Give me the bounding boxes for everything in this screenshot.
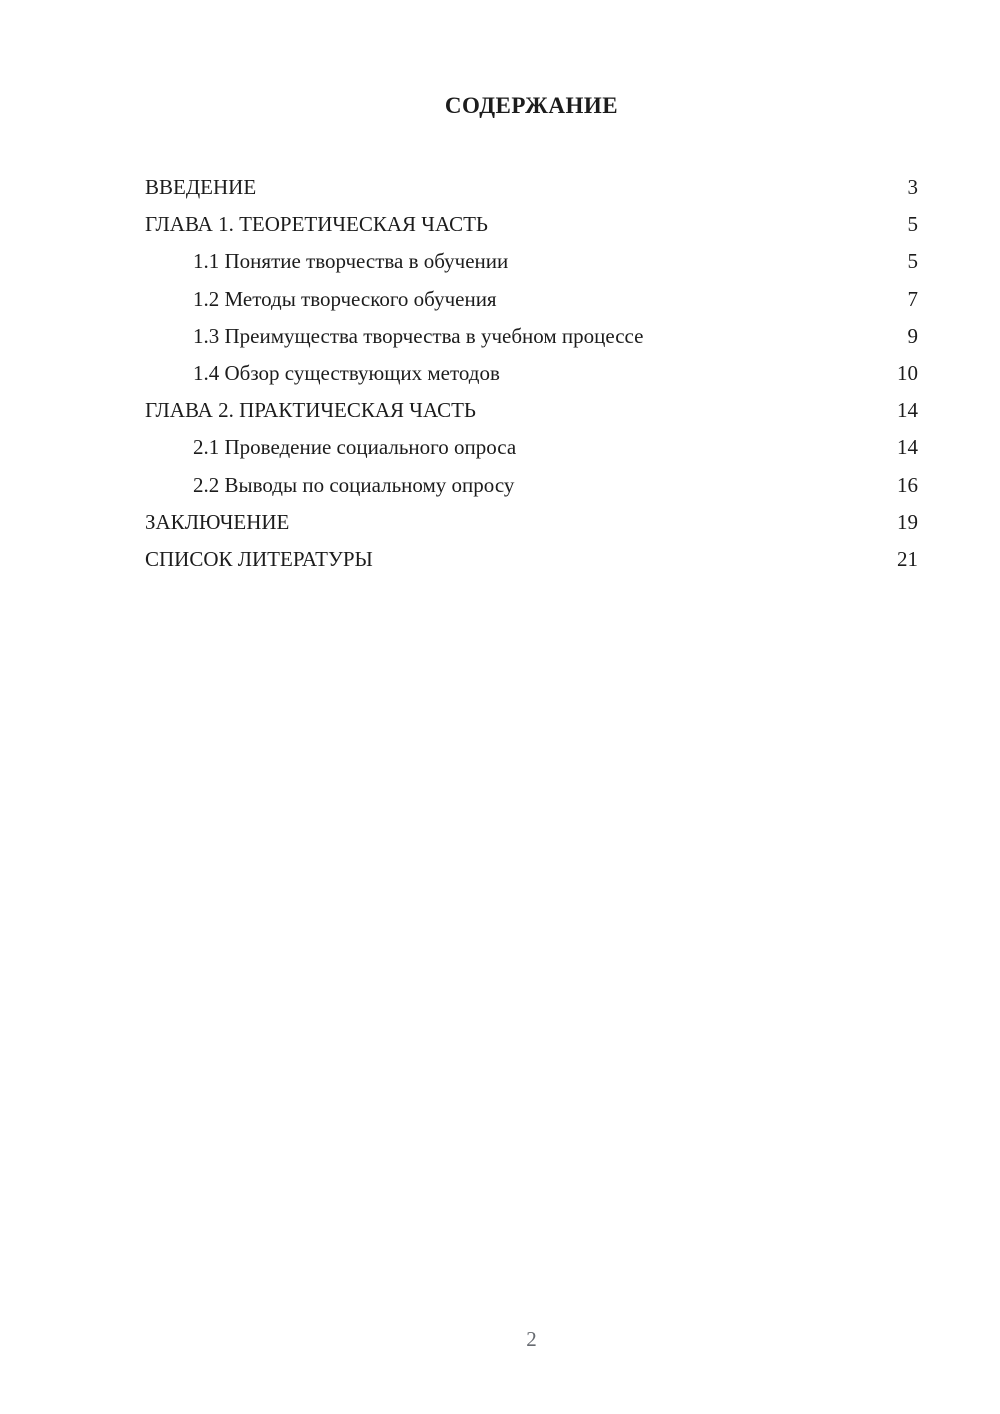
toc-entry-label: ГЛАВА 1. ТЕОРЕТИЧЕСКАЯ ЧАСТЬ [145, 212, 488, 237]
toc-row [145, 318, 918, 355]
toc-row [145, 392, 918, 429]
toc-entry-page: 9 [907, 323, 918, 348]
toc-entry-label: 2.2 Выводы по социальному опросу [193, 472, 515, 497]
toc-entry-label: 1.2 Методы творческого обучения [193, 286, 497, 311]
toc-entry-label: ЗАКЛЮЧЕНИЕ [145, 509, 290, 534]
toc-row [145, 169, 918, 206]
toc-entry-label: СПИСОК ЛИТЕРАТУРЫ [145, 546, 373, 571]
toc-row [145, 467, 918, 504]
toc-entry-label: 1.3 Преимущества творчества в учебном процессе [193, 323, 644, 348]
toc-entry-label: 1.4 Обзор существующих методов [193, 360, 500, 385]
toc-row [145, 281, 918, 318]
toc-entry-page: 7 [907, 286, 918, 311]
toc-entry-page: 19 [897, 509, 918, 534]
toc-entry-page: 10 [897, 360, 918, 385]
toc-entry-page: 16 [897, 472, 918, 497]
footer-page-number: 2 [526, 1327, 537, 1351]
toc-entry-page: 14 [897, 435, 918, 460]
toc-entry-label: 2.1 Проведение социального опроса [193, 435, 517, 460]
toc-entry-page: 5 [907, 249, 918, 274]
toc-list [145, 169, 918, 578]
toc-entry-page: 21 [897, 546, 918, 571]
toc-row [145, 541, 918, 578]
toc-entry-page: 5 [907, 212, 918, 237]
toc-entry-page: 3 [907, 175, 918, 199]
toc-entry-label: 1.1 Понятие творчества в обучении [193, 249, 509, 274]
toc-entry-page: 14 [897, 398, 918, 423]
toc-entry-label: ГЛАВА 2. ПРАКТИЧЕСКАЯ ЧАСТЬ [145, 398, 476, 423]
toc-row [145, 504, 918, 541]
toc-row [145, 429, 918, 466]
toc-entry-label: ВВЕДЕНИЕ [145, 175, 257, 199]
page-title: СОДЕРЖАНИЕ [444, 93, 619, 118]
toc-row [145, 243, 918, 280]
toc-row [145, 206, 918, 243]
toc-row [145, 355, 918, 392]
